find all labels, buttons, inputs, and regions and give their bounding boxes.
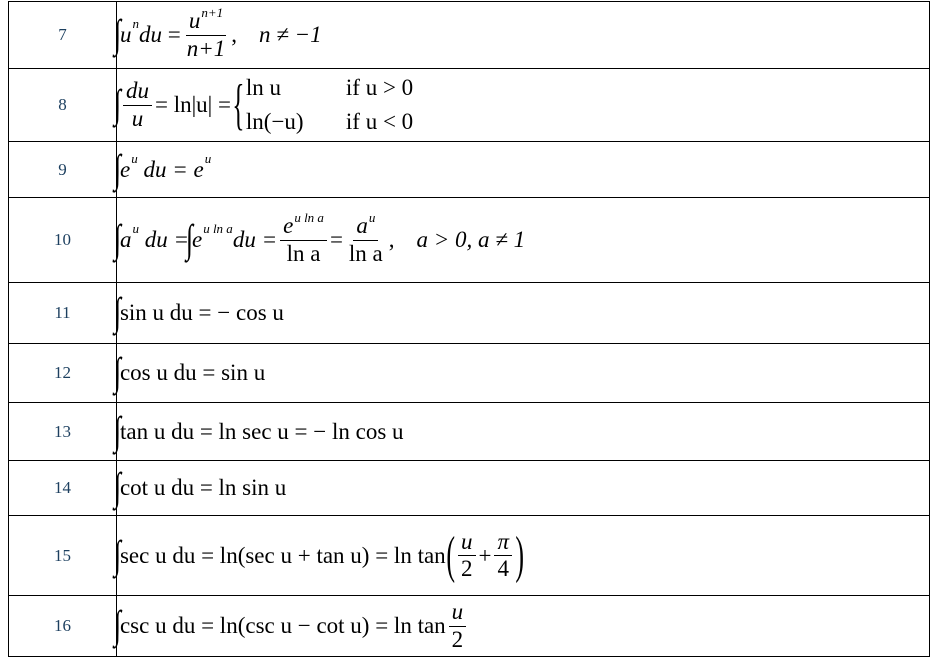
formula-cell [113,344,930,403]
fraction: $\frac{\pi}{4}$ [494,530,512,581]
formula-cell [113,2,930,69]
fraction: $\frac{du}{u}$ [123,79,152,130]
formula-cell [113,198,930,283]
integral-formulas-table [8,1,930,657]
table-row [9,461,930,516]
table-row [9,516,930,596]
row-number: 14 [9,461,117,516]
formula: ∫ e u du = e u [113,145,212,191]
table-row [9,2,930,69]
formula-cell [113,403,930,461]
integral-sign: ∫ [113,531,122,577]
integral-sign: ∫ [113,464,122,509]
row-number: 13 [9,403,117,461]
formula: ∫ csc u du = ln(csc u − cot u) = ln tan $\frac{u}{2}$ [117,600,469,651]
formula-cell [113,142,930,198]
row-number: 12 [9,344,117,403]
table-row [9,596,930,657]
fraction: $\frac{u^{n+1}}{n+1}$ [186,5,226,61]
formula: ∫ cos u du = sin u [113,349,266,394]
integral-sign: ∫ [113,407,122,453]
table-row [9,403,930,461]
formula-cell [113,596,930,657]
row-number: 7 [9,2,117,69]
formula-cell [113,69,930,142]
formula: ∫ sin u du = − cos u [113,289,284,334]
integral-sign: ∫ [113,81,122,126]
integral-sign: ∫ [185,216,194,261]
row-number: 10 [9,198,117,283]
right-paren: ) [515,526,525,584]
row-number: 9 [9,142,117,198]
integral-sign: ∫ [113,349,122,394]
row-number: 11 [9,283,117,344]
formula: ∫ sec u du = ln(sec u + tan u) = ln tan ( $\frac{u}{2}$ + $\frac{\pi}{4}$ ) [113,526,525,584]
integral-sign: ∫ [113,602,122,647]
formula: ∫ a u du = ∫ e u ln a du = $\frac{e^{u ln a}}{\text{ln a}}$ = $\frac{a^u}{\text{ln a}}$ , a > 0, a ≠ 1 [113,210,526,266]
table-row [9,198,930,283]
row-number: 15 [9,516,117,596]
integral-sign: ∫ [113,145,122,191]
row-number: 8 [9,69,117,142]
table-row [9,69,930,142]
formula-cell [113,516,930,596]
fraction: $\frac{a^u}{\text{ln a}}$ [348,210,383,266]
integral-sign: ∫ [113,216,122,261]
formula-cell [113,461,930,516]
table-row [9,142,930,198]
formula-cell [113,283,930,344]
fraction: $\frac{u}{2}$ [458,530,476,581]
formula: ∫ u n du = $\frac{u^{n+1}}{n+1}$ , n ≠ −1 [113,5,322,61]
formula: ∫ $\frac{du}{u}$ = ln|u| = { ln u if u > 0 ln(−u) if u < 0 [117,71,413,140]
row-number: 16 [9,596,117,657]
table-row [9,344,930,403]
table-row [9,283,930,344]
integral-sign: ∫ [113,11,122,56]
formula: ∫ tan u du = ln sec u = − ln cos u [113,407,404,453]
piecewise-cases: ln u if u > 0 ln(−u) if u < 0 [245,74,414,134]
integral-sign: ∫ [113,289,122,334]
formula: ∫ cot u du = ln sin u [113,464,287,509]
fraction: $\frac{u}{2}$ [449,600,467,651]
fraction: $\frac{e^{u ln a}}{\text{ln a}}$ [280,214,327,265]
left-paren: ( [446,526,455,584]
left-brace: { [232,74,245,136]
